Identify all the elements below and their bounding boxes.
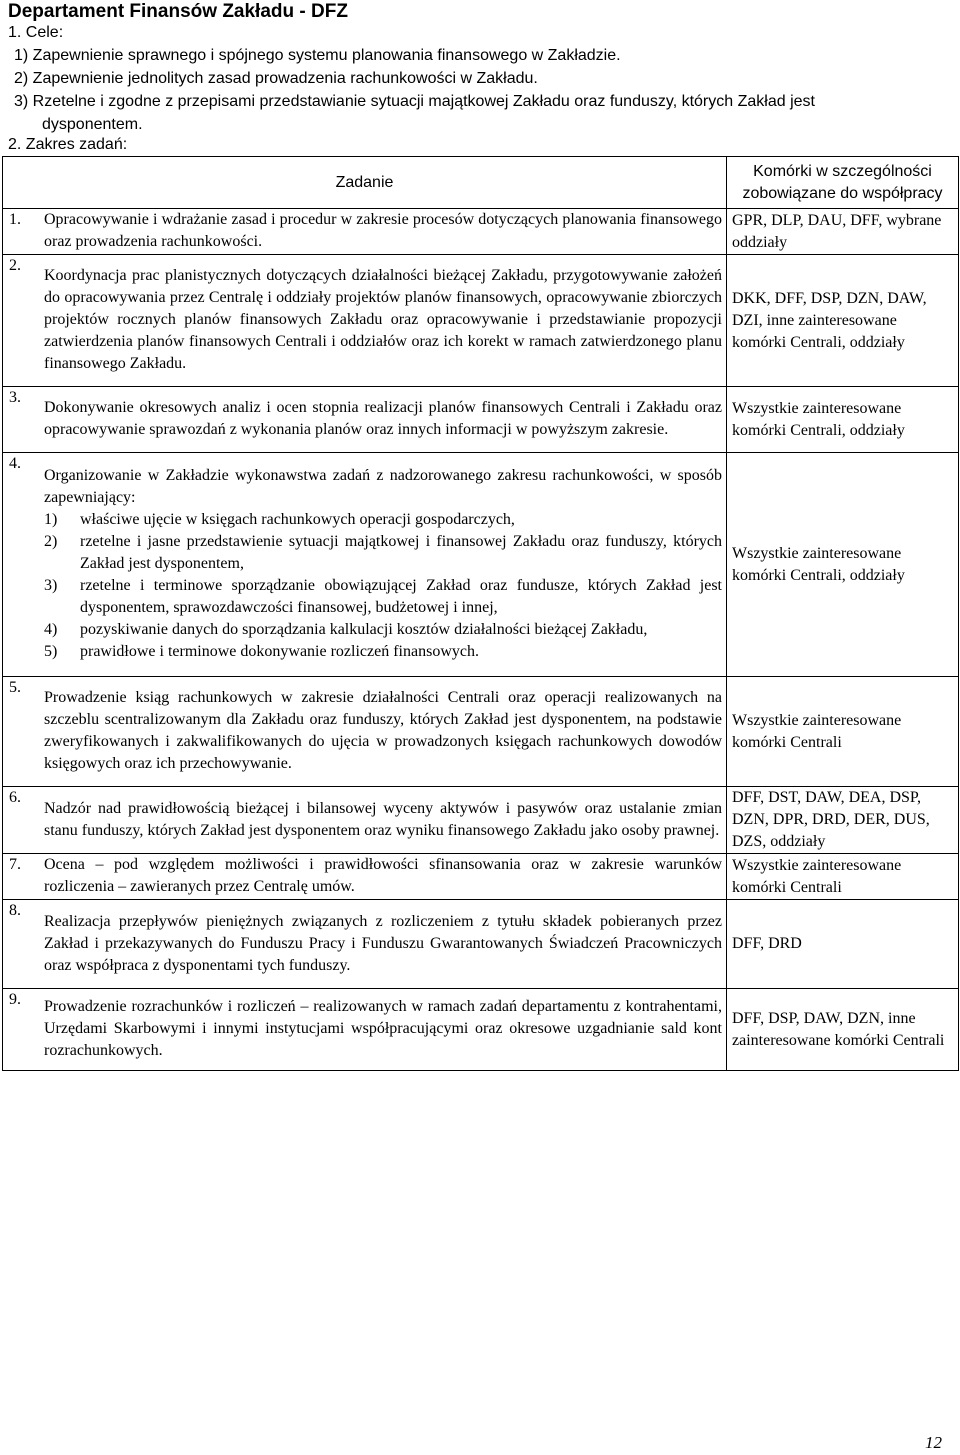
task-text: Ocena – pod względem możliwości i prawidłowości sfinansowania oraz w zakresie warunków rozliczenia – zawieranych przez Centralę umów.: [44, 856, 722, 895]
list-item-text: rzetelne i terminowe sporządzanie obowiązującej Zakład oraz fundusze, których Zakład jest dysponentem, sprawozdawczości finansowej, budżetowej i innej,: [80, 577, 722, 616]
task-number: 3.: [9, 389, 21, 406]
list-item-text: właściwe ujęcie w księgach rachunkowych operacji gospodarczych,: [80, 511, 515, 528]
task-text: Dokonywanie okresowych analiz i ocen stopnia realizacji planów finansowych Centrali i Zakładu oraz opracowywanie sprawozdań z wykonania planów oraz innych informacji w powyższym zakresie.: [44, 399, 722, 438]
table-row: [3, 209, 959, 255]
task-number: 7.: [9, 856, 21, 873]
task-cell: [3, 989, 727, 1071]
table-row: [3, 387, 959, 453]
table-row: [3, 453, 959, 677]
list-item-text: pozyskiwanie danych do sporządzania kalkulacji kosztów działalności bieżącej Zakładu,: [80, 621, 648, 638]
goal-item-3-continued: dysponentem.: [42, 116, 143, 133]
goal-item-2: 2) Zapewnienie jednolitych zasad prowadzenia rachunkowości w Zakładu.: [14, 70, 538, 87]
units-cell: DKK, DFF, DSP, DZN, DAW, DZI, inne zainteresowane komórki Centrali, oddziały: [727, 255, 959, 387]
task-number: 4.: [9, 455, 21, 472]
header-units: Komórki w szczególności zobowiązane do współpracy: [727, 157, 959, 209]
table-row: [3, 787, 959, 854]
table-row: [3, 854, 959, 900]
task-number: 9.: [9, 991, 21, 1008]
list-item: [44, 619, 722, 641]
units-cell: Wszystkie zainteresowane komórki Centrali: [727, 854, 959, 900]
task-cell: [3, 209, 727, 255]
goal-item-1: 1) Zapewnienie sprawnego i spójnego systemu planowania finansowego w Zakładzie.: [14, 47, 621, 64]
table-row: [3, 900, 959, 989]
task-text: Opracowywanie i wdrażanie zasad i procedur w zakresie procesów dotyczących planowania finansowego oraz prowadzenia rachunkowości.: [44, 211, 722, 250]
units-cell: Wszystkie zainteresowane komórki Centrali, oddziały: [727, 387, 959, 453]
task-text: Realizacja przepływów pieniężnych związanych z rozliczeniem z tytułu składek pobieranych przez Zakład i przekazywanych do Funduszu Pracy i Funduszu Gwarantowanych Świadczeń Pracowniczych oraz współpraca z dysponentami tych funduszy.: [44, 912, 722, 974]
table-header-row: [3, 157, 959, 209]
task-number: 6.: [9, 789, 21, 806]
task-cell: [3, 255, 727, 387]
list-item-number: 1): [44, 511, 58, 528]
task-text: Nadzór nad prawidłowością bieżącej i bilansowej wyceny aktywów i pasywów oraz ustalanie zmian stanu funduszy, których Zakład jest dysponentem oraz wyniku finansowego Zakładu jako osoby prawnej.: [44, 799, 722, 839]
task-cell: [3, 787, 727, 854]
task-cell: [3, 453, 727, 677]
list-item-text: rzetelne i jasne przedstawienie sytuacji majątkowej i finansowej Zakładu oraz funduszy, których Zakład jest dysponentem,: [80, 533, 722, 572]
task-text: Koordynacja prac planistycznych dotyczących działalności bieżącej Zakładu, przygotowywanie założeń do opracowywania przez Centralę i oddziały projektów planów finansowych, opracowywanie zbiorczych projektów rocznych planów finansowych Zakładu oraz opracowywanie i przedstawianie propozycji zatwierdzenia planów finansowych Centrali i oddziałów oraz ich korekt w ramach zatwierdzonego planu finansowego Zakładu.: [44, 267, 722, 372]
page-number: 12: [925, 1433, 942, 1452]
list-item-text: prawidłowe i terminowe dokonywanie rozliczeń finansowych.: [80, 643, 479, 660]
task-text: Prowadzenie rozrachunków i rozliczeń – realizowanych w ramach zadań departamentu z kontrahentami, Urzędami Skarbowymi i innymi instytucjami współpracującymi oraz okresowe uzgadnianie sald kont rozrachunkowych.: [44, 998, 722, 1059]
list-item: [44, 509, 722, 531]
task-number: 2.: [9, 257, 21, 274]
task-number: 5.: [9, 679, 21, 696]
task-cell: [3, 900, 727, 989]
list-item-number: 5): [44, 643, 58, 660]
task-number: 1.: [9, 211, 21, 228]
task-text: Prowadzenie ksiąg rachunkowych w zakresie działalności Centrali oraz operacji realizowanych na szczeblu scentralizowanym dla Zakładu oraz funduszy, których Zakład jest dysponentem, na podstawie zweryfikowanych i zakwalifikowanych do ujęcia w prowadzonych księgach rachunkowych dowodów księgowych oraz ich przechowywanie.: [44, 689, 722, 772]
units-cell: DFF, DST, DAW, DEA, DSP, DZN, DPR, DRD, DER, DUS, DZS, oddziały: [727, 787, 959, 854]
goals-heading: 1. Cele:: [8, 24, 64, 41]
tasks-table: [2, 156, 959, 1071]
units-cell: DFF, DSP, DAW, DZN, inne zainteresowane komórki Centrali: [727, 989, 959, 1071]
list-item-number: 3): [44, 577, 58, 594]
scope-heading: 2. Zakres zadań:: [8, 136, 128, 153]
task-number: 8.: [9, 902, 21, 919]
table-row: [3, 989, 959, 1071]
task-text: Organizowanie w Zakładzie wykonawstwa zadań z nadzorowanego zakresu rachunkowości, w sposób zapewniający:: [44, 467, 722, 506]
units-cell: Wszystkie zainteresowane komórki Centrali, oddziały: [727, 453, 959, 677]
list-item: [44, 575, 722, 619]
units-cell: GPR, DLP, DAU, DFF, wybrane oddziały: [727, 209, 959, 255]
document-title: Departament Finansów Zakładu - DFZ: [8, 1, 348, 22]
units-cell: DFF, DRD: [727, 900, 959, 989]
task-cell: [3, 387, 727, 453]
list-item: [44, 641, 722, 663]
table-row: [3, 677, 959, 787]
table-row: [3, 255, 959, 387]
header-task: Zadanie: [3, 157, 727, 209]
task-cell: [3, 677, 727, 787]
task-cell: [3, 854, 727, 900]
list-item: [44, 531, 722, 575]
list-item-number: 4): [44, 621, 58, 638]
goal-item-3: 3) Rzetelne i zgodne z przepisami przedstawianie sytuacji majątkowej Zakładu oraz funduszy, których Zakład jest: [14, 93, 815, 110]
list-item-number: 2): [44, 533, 58, 550]
units-cell: Wszystkie zainteresowane komórki Centrali: [727, 677, 959, 787]
